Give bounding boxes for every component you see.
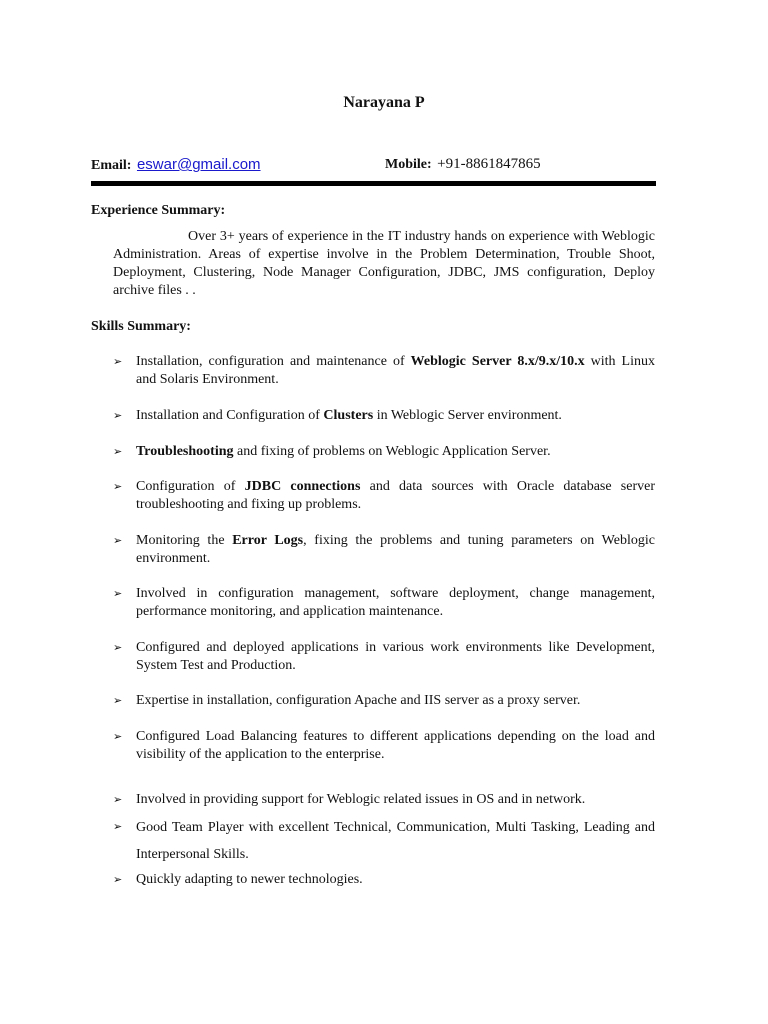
arrow-bullet-icon: ➢ bbox=[113, 480, 123, 493]
skill-text: Expertise in installation, configuration Apache and IIS server as a proxy server. bbox=[136, 693, 581, 708]
skill-text bbox=[136, 478, 655, 514]
skill-text-bold: Error Logs bbox=[232, 533, 304, 548]
skill-text-pre: Monitoring the bbox=[136, 533, 233, 548]
mobile-number: +91-8861847865 bbox=[437, 156, 541, 172]
skill-item bbox=[113, 407, 655, 425]
skill-text bbox=[136, 353, 655, 389]
skill-text-pre: Installation, configuration and maintenance of bbox=[136, 354, 411, 369]
experience-heading: Experience Summary: bbox=[91, 203, 226, 218]
arrow-bullet-icon: ➢ bbox=[113, 793, 123, 806]
skill-item bbox=[113, 353, 655, 389]
skill-text-post: and fixing of problems on Weblogic Application Server. bbox=[233, 444, 551, 459]
skill-text-bold: Troubleshooting bbox=[136, 444, 234, 459]
skill-text bbox=[136, 407, 655, 425]
arrow-bullet-icon: ➢ bbox=[113, 694, 123, 707]
candidate-name: Narayana P bbox=[343, 94, 425, 111]
skill-text-post: , fixing the problems and tuning parameters on Weblogic environment. bbox=[136, 533, 655, 566]
skills-heading: Skills Summary: bbox=[91, 319, 191, 334]
skill-text-bold: Weblogic Server 8.x/9.x/10.x bbox=[410, 354, 585, 369]
skill-item bbox=[113, 639, 655, 675]
arrow-bullet-icon: ➢ bbox=[113, 873, 123, 886]
header-divider bbox=[91, 181, 656, 186]
arrow-bullet-icon: ➢ bbox=[113, 587, 123, 600]
skill-item bbox=[113, 692, 655, 710]
skill-text-pre: Installation and Configuration of bbox=[136, 408, 324, 423]
contact-line bbox=[91, 156, 656, 176]
skill-text: Involved in configuration management, software deployment, change management, performance monitoring, and application maintenance. bbox=[136, 586, 655, 619]
skill-item bbox=[113, 443, 655, 461]
skill-item bbox=[113, 728, 655, 764]
mobile-block bbox=[385, 156, 541, 173]
skill-text: Involved in providing support for Weblogic related issues in OS and in network. bbox=[136, 792, 586, 807]
email-label: Email: bbox=[91, 158, 132, 173]
skill-text-post: in Weblogic Server environment. bbox=[373, 408, 562, 423]
mobile-label: Mobile: bbox=[385, 157, 432, 172]
arrow-bullet-icon: ➢ bbox=[113, 409, 123, 422]
skill-item bbox=[113, 871, 655, 889]
skill-text-post: with Linux and Solaris Environment. bbox=[136, 354, 655, 387]
arrow-bullet-icon: ➢ bbox=[113, 445, 123, 458]
experience-summary bbox=[113, 228, 655, 300]
skill-item bbox=[113, 532, 655, 568]
skill-text: Quickly adapting to newer technologies. bbox=[136, 872, 363, 887]
skill-item bbox=[113, 585, 655, 621]
skill-text-pre: Configuration of bbox=[136, 479, 245, 494]
skill-item bbox=[113, 478, 655, 514]
skill-item bbox=[113, 791, 655, 809]
skill-text bbox=[136, 443, 655, 461]
skill-text-bold: Clusters bbox=[323, 408, 374, 423]
arrow-bullet-icon: ➢ bbox=[113, 355, 123, 368]
skill-text-bold: JDBC connections bbox=[244, 479, 361, 494]
arrow-bullet-icon: ➢ bbox=[113, 820, 123, 833]
experience-text: Over 3+ years of experience in the IT industry hands on experience with Weblogic Administration. Areas of expertise involve in the Problem Determination, Trouble Shoot, Deployment, Clustering, Node Manager Configuration, JDBC, JMS configuration, Deploy archive files . . bbox=[113, 229, 655, 298]
arrow-bullet-icon: ➢ bbox=[113, 730, 123, 743]
skill-item bbox=[113, 814, 655, 868]
skill-text: Good Team Player with excellent Technical, Communication, Multi Tasking, Leading and Interpersonal Skills. bbox=[136, 820, 655, 862]
skill-text: Configured Load Balancing features to different applications depending on the load and visibility of the application to the enterprise. bbox=[136, 729, 655, 762]
arrow-bullet-icon: ➢ bbox=[113, 641, 123, 654]
email-link[interactable]: eswar@gmail.com bbox=[136, 156, 261, 173]
email-block bbox=[91, 156, 261, 174]
skill-text bbox=[136, 532, 655, 568]
arrow-bullet-icon: ➢ bbox=[113, 534, 123, 547]
skill-text-post: and data sources with Oracle database server troubleshooting and fixing up problems. bbox=[136, 479, 656, 512]
skill-text: Configured and deployed applications in various work environments like Development, System Test and Production. bbox=[136, 640, 655, 673]
